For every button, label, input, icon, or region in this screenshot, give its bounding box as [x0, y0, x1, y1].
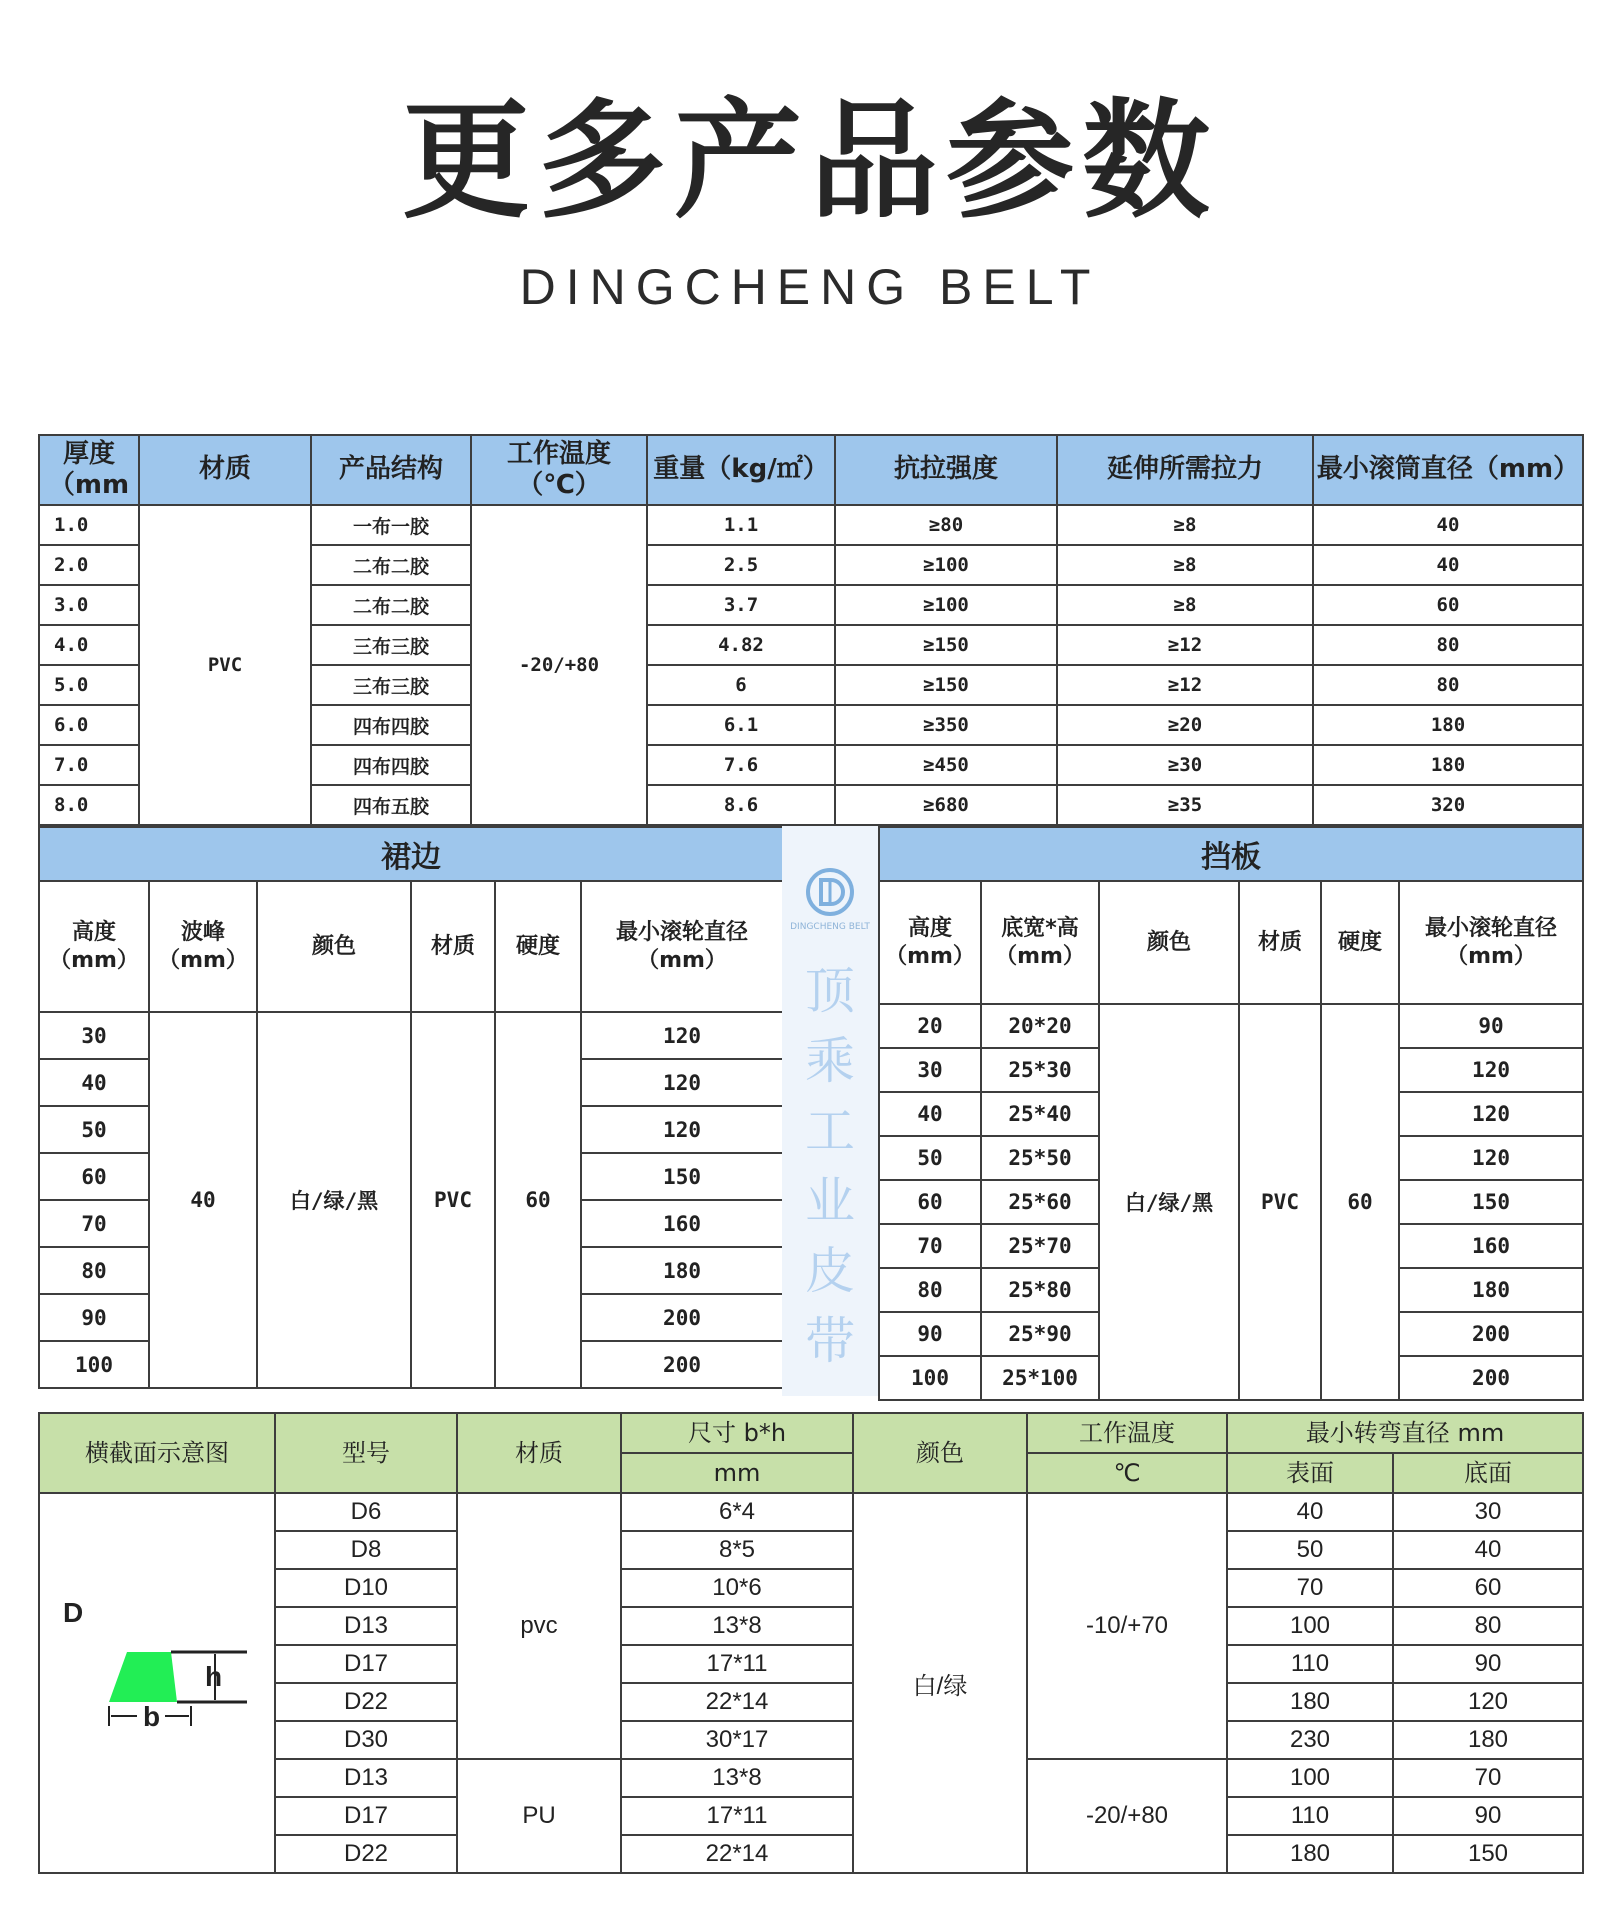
roller-cell: 120 [1399, 1048, 1583, 1092]
bottom-cell: 60 [1393, 1569, 1583, 1607]
structure-cell: 二布二胶 [311, 545, 471, 585]
bottom-cell: 90 [1393, 1797, 1583, 1835]
size-cell: 25*70 [981, 1224, 1099, 1268]
model-cell: D22 [275, 1835, 457, 1873]
header-material: 材质 [411, 881, 495, 1012]
diagram-h-label: h [205, 1661, 223, 1692]
header-tensile: 抗拉强度 [835, 435, 1057, 505]
watermark-char: 皮 [805, 1242, 855, 1300]
surface-cell: 110 [1227, 1645, 1393, 1683]
drum-cell: 180 [1313, 745, 1583, 785]
weight-cell: 3.7 [647, 585, 835, 625]
weight-cell: 6 [647, 665, 835, 705]
size-cell: 25*80 [981, 1268, 1099, 1312]
size-cell: 17*11 [621, 1645, 853, 1683]
height-cell: 40 [879, 1092, 981, 1136]
guide-header-row [39, 1413, 1583, 1453]
drum-cell: 320 [1313, 785, 1583, 825]
structure-cell: 一布一胶 [311, 505, 471, 545]
wave-cell: 40 [149, 1012, 257, 1388]
thickness-cell: 8.0 [39, 785, 139, 825]
header-thickness: 厚度（mm [39, 435, 139, 505]
header-bottom: 底面 [1393, 1453, 1583, 1493]
table-row [39, 1493, 1583, 1531]
brand-watermark [782, 826, 878, 1396]
skirt-caption: 裙边 [39, 827, 783, 881]
header-wave: 波峰（mm） [149, 881, 257, 1012]
structure-cell: 四布四胶 [311, 705, 471, 745]
header-height: 高度（mm） [879, 881, 981, 1004]
height-cell: 70 [39, 1200, 149, 1247]
header-model: 型号 [275, 1413, 457, 1493]
size-cell: 13*8 [621, 1607, 853, 1645]
bottom-cell: 90 [1393, 1645, 1583, 1683]
tensile-cell: ≥80 [835, 505, 1057, 545]
drum-cell: 80 [1313, 665, 1583, 705]
height-cell: 50 [879, 1136, 981, 1180]
stretch-cell: ≥8 [1057, 585, 1313, 625]
height-cell: 100 [879, 1356, 981, 1400]
surface-cell: 100 [1227, 1759, 1393, 1797]
diagram-b-label: b [143, 1701, 161, 1732]
guide-strip-table [38, 1412, 1584, 1874]
header-temperature: 工作温度（℃） [471, 435, 647, 505]
header-material: 材质 [457, 1413, 621, 1493]
roller-cell: 120 [581, 1059, 783, 1106]
tensile-cell: ≥450 [835, 745, 1057, 785]
bottom-cell: 180 [1393, 1721, 1583, 1759]
stretch-cell: ≥35 [1057, 785, 1313, 825]
header-weight: 重量（kg/㎡） [647, 435, 835, 505]
watermark-brand: DINGCHENG BELT [790, 922, 870, 932]
baffle-header-row [879, 881, 1583, 1004]
size-cell: 17*11 [621, 1797, 853, 1835]
weight-cell: 8.6 [647, 785, 835, 825]
size-cell: 13*8 [621, 1759, 853, 1797]
header-hardness: 硬度 [495, 881, 581, 1012]
surface-cell: 70 [1227, 1569, 1393, 1607]
surface-cell: 230 [1227, 1721, 1393, 1759]
header-roller: 最小滚轮直径（mm） [1399, 881, 1583, 1004]
size-cell: 25*100 [981, 1356, 1099, 1400]
stretch-cell: ≥12 [1057, 625, 1313, 665]
structure-cell: 二布二胶 [311, 585, 471, 625]
surface-cell: 180 [1227, 1683, 1393, 1721]
bottom-cell: 70 [1393, 1759, 1583, 1797]
page-subtitle: DINGCHENG BELT [519, 259, 1101, 315]
height-cell: 100 [39, 1341, 149, 1388]
weight-cell: 4.82 [647, 625, 835, 665]
watermark-char: 业 [805, 1172, 855, 1230]
height-cell: 50 [39, 1106, 149, 1153]
bottom-cell: 120 [1393, 1683, 1583, 1721]
height-cell: 80 [39, 1247, 149, 1294]
bottom-cell: 40 [1393, 1531, 1583, 1569]
header-color: 颜色 [853, 1413, 1027, 1493]
tensile-cell: ≥100 [835, 585, 1057, 625]
roller-cell: 150 [581, 1153, 783, 1200]
header-color: 颜色 [257, 881, 411, 1012]
structure-cell: 四布五胶 [311, 785, 471, 825]
surface-cell: 40 [1227, 1493, 1393, 1531]
brand-logo-icon [804, 866, 856, 918]
roller-cell: 120 [1399, 1136, 1583, 1180]
cross-section-diagram [41, 1494, 273, 1824]
thickness-cell: 2.0 [39, 545, 139, 585]
table-row [39, 505, 1583, 545]
header-material: 材质 [1239, 881, 1321, 1004]
header-material: 材质 [139, 435, 311, 505]
size-cell: 25*90 [981, 1312, 1099, 1356]
material-cell: PU [457, 1759, 621, 1873]
surface-cell: 110 [1227, 1797, 1393, 1835]
drum-cell: 180 [1313, 705, 1583, 745]
header-size: 尺寸 b*h [621, 1413, 853, 1453]
skirt-header-row [39, 881, 783, 1012]
structure-cell: 三布三胶 [311, 665, 471, 705]
roller-cell: 150 [1399, 1180, 1583, 1224]
material-cell: PVC [1239, 1004, 1321, 1400]
temp-cell: -20/+80 [1027, 1759, 1227, 1873]
height-cell: 30 [879, 1048, 981, 1092]
bottom-cell: 30 [1393, 1493, 1583, 1531]
size-cell: 22*14 [621, 1835, 853, 1873]
watermark-char [782, 956, 878, 1376]
diagram-d-label: D [63, 1597, 84, 1628]
surface-cell: 50 [1227, 1531, 1393, 1569]
model-cell: D8 [275, 1531, 457, 1569]
weight-cell: 7.6 [647, 745, 835, 785]
header-diagram: 横截面示意图 [39, 1413, 275, 1493]
height-cell: 90 [39, 1294, 149, 1341]
roller-cell: 180 [1399, 1268, 1583, 1312]
model-cell: D22 [275, 1683, 457, 1721]
watermark-char: 带 [805, 1312, 855, 1370]
header-drum: 最小滚筒直径（mm） [1313, 435, 1583, 505]
color-cell: 白/绿 [853, 1493, 1027, 1873]
size-cell: 25*30 [981, 1048, 1099, 1092]
roller-cell: 120 [581, 1106, 783, 1153]
page-title: 更多产品参数 [401, 87, 1218, 236]
height-cell: 60 [39, 1153, 149, 1200]
material-cell: PVC [411, 1012, 495, 1388]
model-cell: D13 [275, 1759, 457, 1797]
height-cell: 20 [879, 1004, 981, 1048]
roller-cell: 200 [581, 1294, 783, 1341]
baffle-table [878, 826, 1584, 1401]
roller-cell: 120 [1399, 1092, 1583, 1136]
hardness-cell: 60 [1321, 1004, 1399, 1400]
header-temp: 工作温度 [1027, 1413, 1227, 1453]
temp-cell: -10/+70 [1027, 1493, 1227, 1759]
drum-cell: 40 [1313, 505, 1583, 545]
model-cell: D10 [275, 1569, 457, 1607]
model-cell: D6 [275, 1493, 457, 1531]
size-cell: 6*4 [621, 1493, 853, 1531]
height-cell: 80 [879, 1268, 981, 1312]
thickness-cell: 1.0 [39, 505, 139, 545]
temperature-cell: -20/+80 [471, 505, 647, 825]
header-size-unit: mm [621, 1453, 853, 1493]
belt-header-row [39, 435, 1583, 505]
structure-cell: 三布三胶 [311, 625, 471, 665]
model-cell: D13 [275, 1607, 457, 1645]
watermark-text [782, 956, 878, 1376]
surface-cell: 180 [1227, 1835, 1393, 1873]
profile-shape [109, 1652, 177, 1702]
roller-cell: 180 [581, 1247, 783, 1294]
tensile-cell: ≥100 [835, 545, 1057, 585]
weight-cell: 6.1 [647, 705, 835, 745]
header-roller: 最小滚轮直径（mm） [581, 881, 783, 1012]
height-cell: 40 [39, 1059, 149, 1106]
weight-cell: 1.1 [647, 505, 835, 545]
height-cell: 70 [879, 1224, 981, 1268]
roller-cell: 160 [1399, 1224, 1583, 1268]
table-row [39, 1012, 783, 1059]
structure-cell: 四布四胶 [311, 745, 471, 785]
model-cell: D17 [275, 1797, 457, 1835]
header-temp-unit: ℃ [1027, 1453, 1227, 1493]
header-min-bend: 最小转弯直径 mm [1227, 1413, 1583, 1453]
stretch-cell: ≥8 [1057, 505, 1313, 545]
size-cell: 30*17 [621, 1721, 853, 1759]
belt-parameter-table [38, 434, 1584, 826]
drum-cell: 60 [1313, 585, 1583, 625]
roller-cell: 160 [581, 1200, 783, 1247]
thickness-cell: 5.0 [39, 665, 139, 705]
header-height: 高度（mm） [39, 881, 149, 1012]
tensile-cell: ≥350 [835, 705, 1057, 745]
stretch-cell: ≥8 [1057, 545, 1313, 585]
size-cell: 25*60 [981, 1180, 1099, 1224]
size-cell: 25*40 [981, 1092, 1099, 1136]
color-cell: 白/绿/黑 [1099, 1004, 1239, 1400]
stretch-cell: ≥20 [1057, 705, 1313, 745]
material-cell: PVC [139, 505, 311, 825]
stretch-cell: ≥12 [1057, 665, 1313, 705]
watermark-char: 乘 [805, 1032, 855, 1090]
material-cell: pvc [457, 1493, 621, 1759]
surface-cell: 100 [1227, 1607, 1393, 1645]
bottom-cell: 80 [1393, 1607, 1583, 1645]
size-cell: 8*5 [621, 1531, 853, 1569]
stretch-cell: ≥30 [1057, 745, 1313, 785]
height-cell: 90 [879, 1312, 981, 1356]
drum-cell: 80 [1313, 625, 1583, 665]
tensile-cell: ≥680 [835, 785, 1057, 825]
roller-cell: 200 [1399, 1312, 1583, 1356]
cross-section-cell [39, 1493, 275, 1873]
height-cell: 60 [879, 1180, 981, 1224]
bottom-cell: 150 [1393, 1835, 1583, 1873]
watermark-char: 工 [805, 1102, 855, 1160]
header-structure: 产品结构 [311, 435, 471, 505]
size-cell: 25*50 [981, 1136, 1099, 1180]
roller-cell: 120 [581, 1012, 783, 1059]
header-stretch: 延伸所需拉力 [1057, 435, 1313, 505]
table-row [879, 1004, 1583, 1048]
size-cell: 22*14 [621, 1683, 853, 1721]
baffle-caption: 挡板 [879, 827, 1583, 881]
drum-cell: 40 [1313, 545, 1583, 585]
skirt-table [38, 826, 784, 1389]
header-hardness: 硬度 [1321, 881, 1399, 1004]
header-surface: 表面 [1227, 1453, 1393, 1493]
thickness-cell: 4.0 [39, 625, 139, 665]
weight-cell: 2.5 [647, 545, 835, 585]
tensile-cell: ≥150 [835, 625, 1057, 665]
thickness-cell: 3.0 [39, 585, 139, 625]
color-cell: 白/绿/黑 [257, 1012, 411, 1388]
tensile-cell: ≥150 [835, 665, 1057, 705]
model-cell: D30 [275, 1721, 457, 1759]
roller-cell: 90 [1399, 1004, 1583, 1048]
watermark-char: 顶 [805, 962, 855, 1020]
thickness-cell: 7.0 [39, 745, 139, 785]
hardness-cell: 60 [495, 1012, 581, 1388]
height-cell: 30 [39, 1012, 149, 1059]
model-cell: D17 [275, 1645, 457, 1683]
roller-cell: 200 [581, 1341, 783, 1388]
roller-cell: 200 [1399, 1356, 1583, 1400]
size-cell: 10*6 [621, 1569, 853, 1607]
header-size: 底宽*高（mm） [981, 881, 1099, 1004]
thickness-cell: 6.0 [39, 705, 139, 745]
size-cell: 20*20 [981, 1004, 1099, 1048]
header-color: 颜色 [1099, 881, 1239, 1004]
